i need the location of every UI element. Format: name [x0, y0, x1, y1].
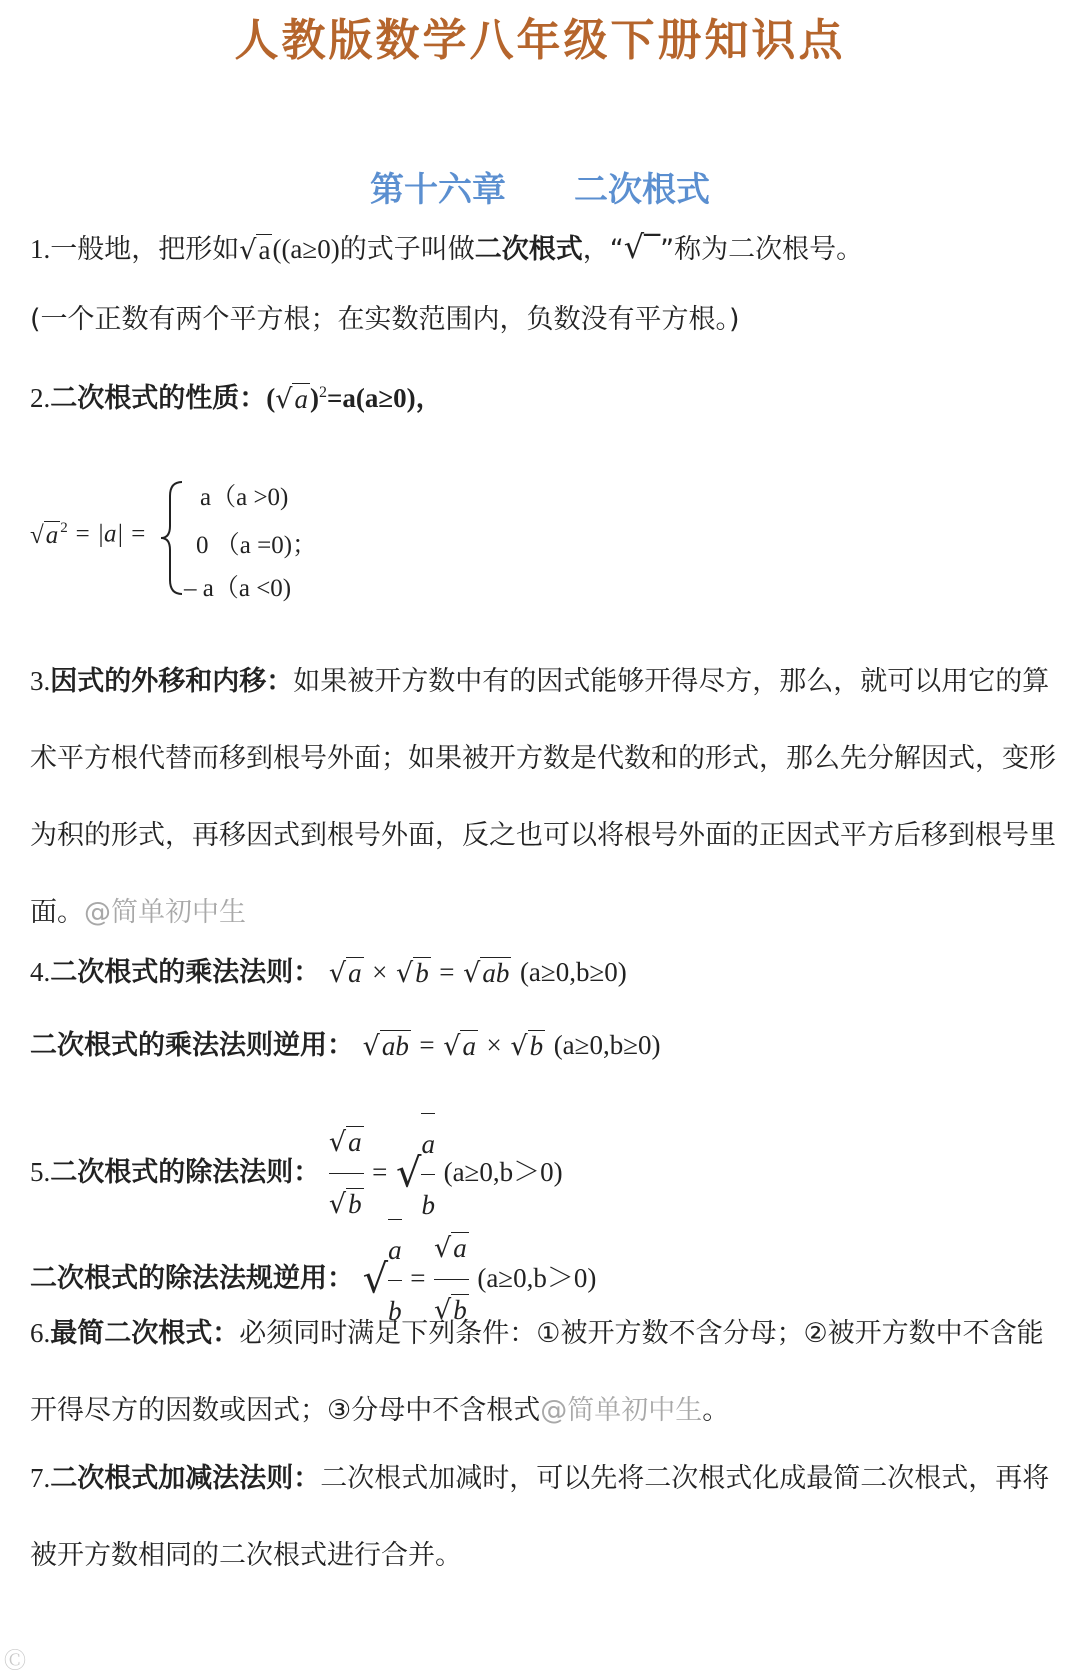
case-positive: a（a >0) — [200, 484, 289, 511]
section-5-division-rule: 5.二次根式的除法法则： $\frac{√a}{√b}$ = √ $\frac{a}{b}$ (a≥0,b＞0) — [30, 1112, 1062, 1235]
watermark-text: @简单初中生 — [84, 897, 246, 928]
section-1-definition: 1.一般地，把形如√a((a≥0)的式子叫做二次根式，“√‾”称为二次根号。 — [30, 228, 864, 266]
section-3-factor-moving: 3.因式的外移和内移：如果被开方数中有的因式能够开得尽方，那么，就可以用它的算术平方根代替而移到根号外面；如果被开方数是代数和的形式，那么先分解因式，变形为积的形式，再移因式到根号外面，反之也可以将根号外面的正因式平方后移到根号里面。@简单初中生 — [30, 666, 1056, 928]
section-4-multiplication-rule: 4.二次根式的乘法法则： √a × √b = √ab (a≥0,b≥0) — [30, 957, 627, 989]
radical-sign-icon: √ — [395, 1150, 422, 1197]
case-negative: – a（a <0) — [184, 575, 292, 602]
section-4-multiplication-inverse: 二次根式的乘法法则逆用： √ab = √a × √b (a≥0,b≥0) — [30, 1030, 661, 1062]
section-7-addition-rule: 7.二次根式加减法法则：二次根式加减时，可以先将二次根式化成最简二次根式，再将被开方数相同的二次根式进行合并。 — [30, 1463, 1050, 1571]
watermark-text: @简单初中生 — [540, 1395, 703, 1426]
chapter-number: 第十六章 — [370, 170, 506, 210]
case-zero: 0 （a =0)； — [196, 532, 318, 559]
chapter-heading — [0, 162, 1080, 211]
section-6-simplest-radical: 6.最简二次根式：必须同时满足下列条件：①被开方数不含分母；②被开方数中不含能开得尽方的因数或因式；③分母中不含根式@简单初中生。 — [30, 1318, 1044, 1426]
term-quadratic-radical: 二次根式 — [474, 234, 583, 265]
corner-logo-icon: Ⓒ — [4, 1649, 27, 1674]
section-1-note: (一个正数有两个平方根；在实数范围内，负数没有平方根。) — [30, 304, 740, 335]
radical-sign-icon: √ — [362, 1256, 389, 1303]
section-2-property: 2.二次根式的性质：$(√a)^2=a(a\ge 0)$， — [30, 383, 443, 415]
section-5-division-inverse: 二次根式的除法法规逆用： √ $\frac{a}{b}$ = $\frac{√a}{√b}$ (a≥0,b＞0) — [30, 1218, 1062, 1341]
sqrt-a-expression: √a — [239, 235, 271, 266]
radical-sign-icon: √‾ — [623, 228, 661, 266]
document-title: 人教版数学八年级下册知识点 — [234, 15, 846, 66]
chapter-name: 二次根式 — [574, 170, 710, 210]
